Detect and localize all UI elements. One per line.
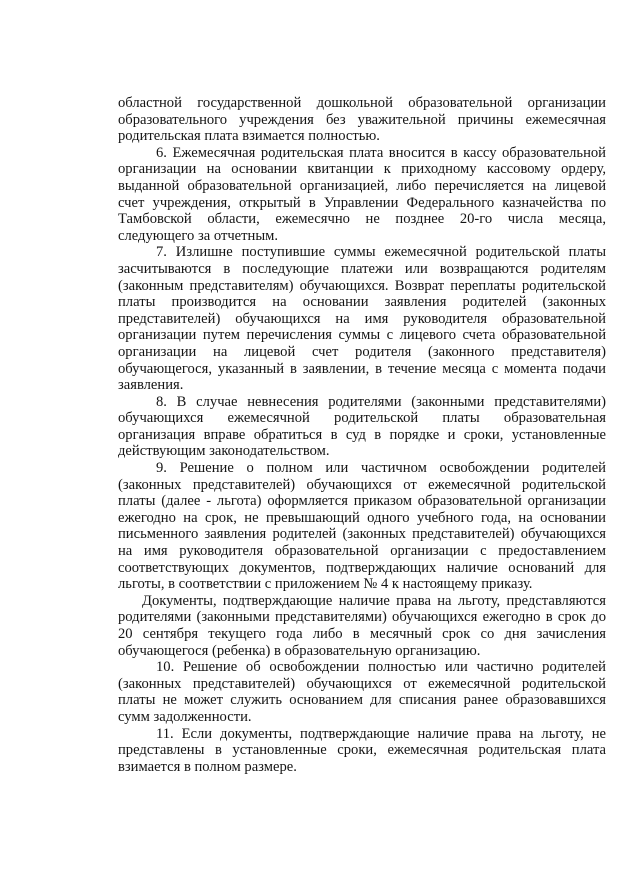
text-line: 8. В случае невнесения родителями (законными представителями) — [156, 393, 606, 410]
text-line: областной государственной дошкольной образовательной организации — [118, 95, 606, 111]
text-line: счет учреждения, открытый в Управлении Федерального казначейства по — [118, 194, 606, 211]
text-line: на имя руководителя образовательной организации с предоставлением — [118, 543, 606, 560]
text-line: организации путем перечисления суммы с лицевого счета образовательной — [118, 327, 606, 344]
text-line: обучающегося, указанный в заявлении, в течение месяца с момента подачи — [118, 360, 606, 377]
text-line: образовательного учреждения без уважительной причины ежемесячная — [118, 111, 606, 128]
document-body — [118, 95, 606, 775]
text-line: 7. Излишне поступившие суммы ежемесячной родительской платы — [156, 244, 606, 261]
paragraph-item-10 — [118, 659, 606, 725]
text-line: засчитываются в последующие платежи или возвращаются родителям — [118, 260, 606, 277]
paragraph-documents — [118, 593, 606, 659]
text-line: 9. Решение о полном или частичном освобождении родителей — [156, 460, 606, 477]
paragraph-item-11 — [118, 726, 606, 776]
text-line: сумм задолженности. — [118, 708, 252, 725]
text-line: представлены в установленные сроки, ежемесячная родительская плата — [118, 742, 606, 759]
text-line: платы не может служить основанием для списания ранее образовавшихся — [118, 692, 606, 709]
text-line: соответствующих документов, подтверждающих наличие оснований для — [118, 559, 606, 576]
text-line: платы производится на основании заявления родителей (законных — [118, 294, 606, 311]
text-line: родительская плата взимается полностью. — [118, 128, 380, 145]
paragraph-item-8 — [118, 394, 606, 460]
text-line: (законных представителей) обучающихся от ежемесячной родительской — [118, 476, 606, 493]
text-line: обучающихся ежемесячной родительской платы образовательная — [118, 410, 606, 427]
text-line: действующим законодательством. — [118, 443, 330, 460]
text-line: взимается в полном размере. — [118, 758, 297, 775]
paragraph-item-7 — [118, 244, 606, 393]
text-line: выданной образовательной организацией, либо перечисляется на лицевой — [118, 177, 606, 194]
text-line: 11. Если документы, подтверждающие наличие права на льготу, не — [156, 725, 606, 742]
text-line: льготы, в соответствии с приложением № 4 к настоящему приказу. — [118, 576, 533, 593]
text-line: родителями (законными представителями) обучающихся ежегодно в срок до — [118, 609, 606, 626]
text-line: Документы, подтверждающие наличие права на льготу, представляются — [142, 592, 606, 609]
paragraph-continuation — [118, 95, 606, 145]
text-line: 6. Ежемесячная родительская плата вносится в кассу образовательной — [156, 144, 606, 161]
text-line: заявления. — [118, 377, 184, 394]
text-line: платы (далее - льгота) оформляется приказом образовательной организации — [118, 493, 606, 510]
text-line: письменного заявления родителей (законных представителей) обучающихся — [118, 526, 606, 543]
paragraph-item-6 — [118, 145, 606, 245]
text-line: 20 сентября текущего года либо в месячный срок со дня зачисления — [118, 626, 606, 642]
text-line: следующего за отчетным. — [118, 227, 279, 244]
text-line: (законных представителей) обучающихся от ежемесячной родительской — [118, 675, 606, 692]
text-line: организация вправе обратиться в суд в порядке и сроки, установленные — [118, 426, 606, 443]
text-line: Тамбовской области, ежемесячно не позднее 20-го числа месяца, — [118, 211, 606, 228]
text-line: обучающегося (ребенка) в образовательную организацию. — [118, 642, 481, 659]
text-line: ежегодно на срок, не превышающий одного учебного года, на основании — [118, 509, 606, 526]
paragraph-item-9 — [118, 460, 606, 593]
text-line: организации на лицевой счет родителя (законного представителя) — [118, 343, 606, 360]
text-line: организации на основании квитанции к приходному кассовому ордеру, — [118, 161, 606, 178]
text-line: 10. Решение об освобождении полностью или частично родителей — [156, 659, 606, 676]
text-line: представителей) обучающихся на имя руководителя образовательной — [118, 310, 606, 327]
text-line: (законным представителям) обучающихся. Возврат переплаты родительской — [118, 277, 606, 294]
